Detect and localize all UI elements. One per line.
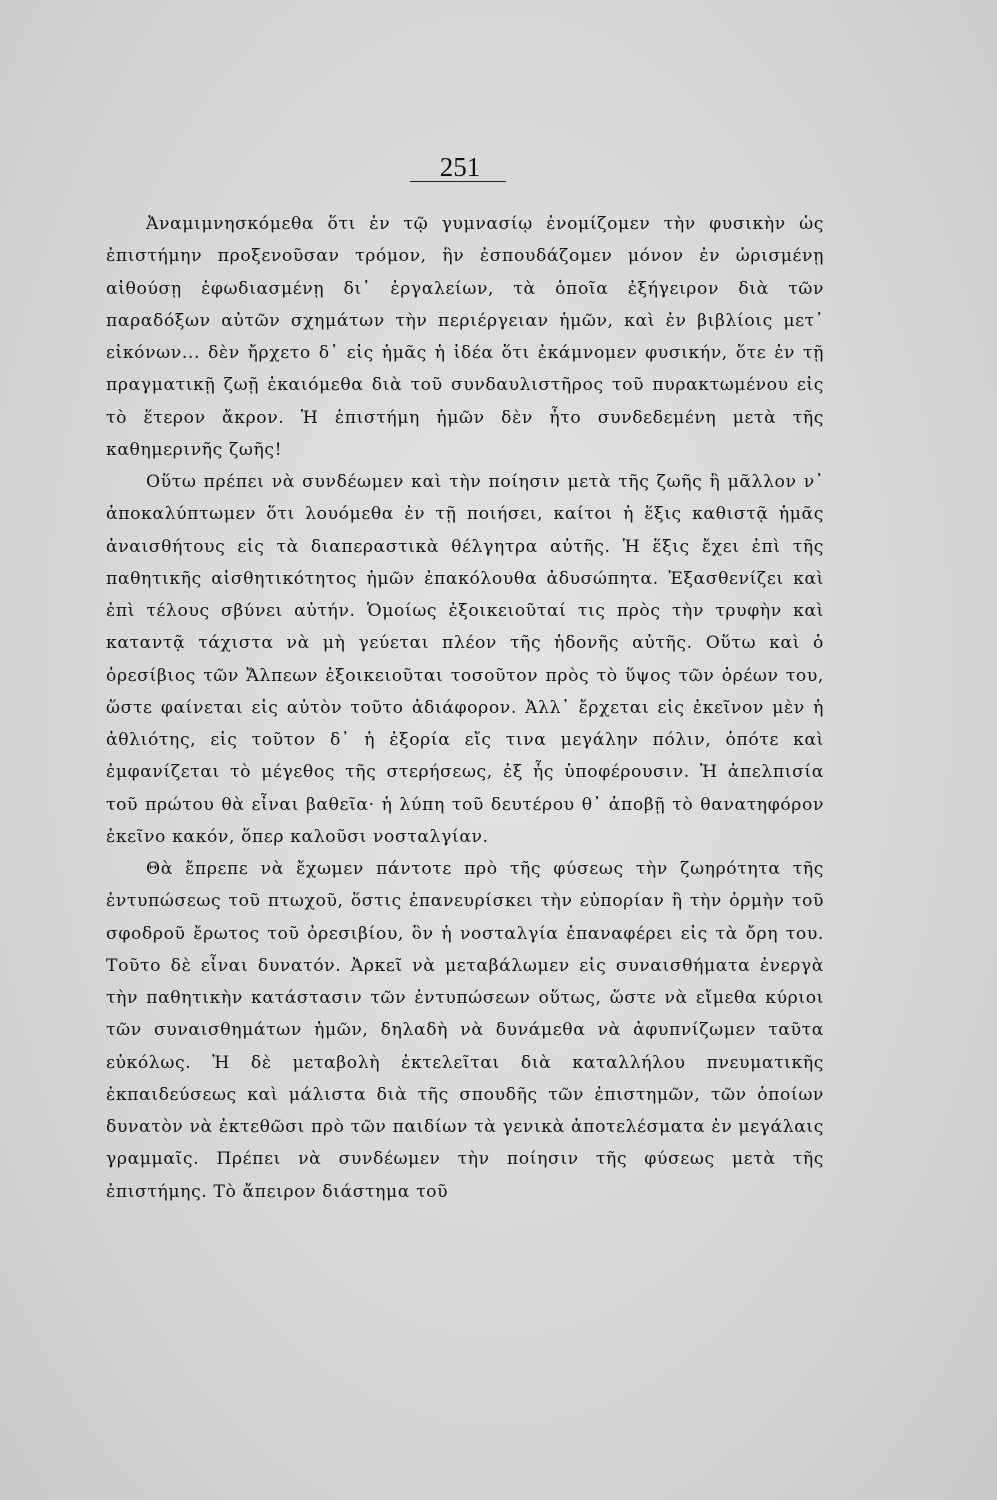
body-text bbox=[106, 208, 824, 1208]
page-number: 251 bbox=[439, 152, 481, 182]
paragraph-3: Θὰ ἔπρεπε νὰ ἔχωμεν πάντοτε πρὸ τῆς φύσεως τὴν ζωηρότητα τῆς ἐντυπώσεως τοῦ πτωχοῦ, ὅστις ἐπανευρίσκει τὴν εὐπορίαν ἢ τὴν ὁρμὴν τοῦ σφοδροῦ ἔρωτος τοῦ ὀρεσιβίου, ὃν ἡ νοσταλγία ἐπαναφέρει εἰς τὰ ὄρη του. Τοῦτο δὲ εἶναι δυνατόν. Ἀρκεῖ νὰ μεταβάλωμεν εἰς συναισθήματα ἐνεργὰ τὴν παθητικὴν κατάστασιν τῶν ἐντυπώσεων οὕτως, ὥστε νὰ εἴμεθα κύριοι τῶν συναισθημάτων ἡμῶν, δηλαδὴ νὰ δυνάμεθα νὰ ἀφυπνίζωμεν ταῦτα εὐκόλως. Ἡ δὲ μεταβολὴ ἐκτελεῖται διὰ καταλλήλου πνευματικῆς ἐκπαιδεύσεως καὶ μάλιστα διὰ τῆς σπουδῆς τῶν ἐπιστημῶν, τῶν ὁποίων δυνατὸν νὰ ἐκτεθῶσι πρὸ τῶν παιδίων τὰ γενικὰ ἀποτελέσματα ἐν μεγάλαις γραμμαῖς. Πρέπει νὰ συνδέωμεν τὴν ποίησιν τῆς φύσεως μετὰ τῆς ἐπιστήμης. Τὸ ἄπειρον διάστημα τοῦ bbox=[106, 859, 824, 1202]
page-number-rule bbox=[410, 181, 506, 182]
paragraph-1: Ἀναμιμνησκόμεθα ὅτι ἐν τῷ γυμνασίῳ ἐνομίζομεν τὴν φυσικὴν ὡς ἐπιστήμην προξενοῦσαν τρόμον, ἣν ἐσπουδάζομεν μόνον ἐν ὡρισμένῃ αἰθούσῃ ἐφωδιασμένῃ δι᾽ ἐργαλείων, τὰ ὁποῖα ἐξήγειρον διὰ τῶν παραδόξων αὐτῶν σχημάτων τὴν περιέργειαν ἡμῶν, καὶ ἐν βιβλίοις μετ᾽ εἰκόνων... δὲν ἤρχετο δ᾽ εἰς ἡμᾶς ἡ ἰδέα ὅτι ἐκάμνομεν φυσικήν, ὅτε ἐν τῇ πραγματικῇ ζωῇ ἐκαιόμεθα διὰ τοῦ συνδαυλιστῆρος τοῦ πυρακτωμένου εἰς τὸ ἕτερον ἄκρον. Ἡ ἐπιστήμη ἡμῶν δὲν ἦτο συνδεδεμένη μετὰ τῆς καθημερινῆς ζωῆς! bbox=[106, 214, 824, 460]
paragraph-2: Οὕτω πρέπει νὰ συνδέωμεν καὶ τὴν ποίησιν μετὰ τῆς ζωῆς ἢ μᾶλλον ν᾽ ἀποκαλύπτωμεν ὅτι λουόμεθα ἐν τῇ ποιήσει, καίτοι ἡ ἕξις καθιστᾷ ἡμᾶς ἀναισθήτους εἰς τὰ διαπεραστικὰ θέλγητρα αὐτῆς. Ἡ ἕξις ἔχει ἐπὶ τῆς παθητικῆς αἰσθητικότητος ἡμῶν ἐπακόλουθα ἀδυσώπητα. Ἐξασθενίζει καὶ ἐπὶ τέλους σβύνει αὐτήν. Ὁμοίως ἐξοικειοῦταί τις πρὸς τὴν τρυφὴν καὶ καταντᾷ τάχιστα νὰ μὴ γεύεται πλέον τῆς ἡδονῆς αὐτῆς. Οὕτω καὶ ὁ ὀρεσίβιος τῶν Ἄλπεων ἐξοικειοῦται τοσοῦτον πρὸς τὸ ὕψος τῶν ὀρέων του, ὥστε φαίνεται εἰς αὐτὸν τοῦτο ἀδιάφορον. Ἀλλ᾽ ἔρχεται εἰς ἐκεῖνον μὲν ἡ ἀθλιότης, εἰς τοῦτον δ᾽ ἡ ἐξορία εἴς τινα μεγάλην πόλιν, ὁπότε καὶ ἐμφανίζεται τὸ μέγεθος τῆς στερήσεως, ἐξ ἧς ὑποφέρουσιν. Ἡ ἀπελπισία τοῦ πρώτου θὰ εἶναι βαθεῖα· ἡ λύπη τοῦ δευτέρου θ᾽ ἀποβῇ τὸ θανατηφόρον ἐκεῖνο κακόν, ὅπερ καλοῦσι νοσταλγίαν. bbox=[106, 472, 824, 847]
